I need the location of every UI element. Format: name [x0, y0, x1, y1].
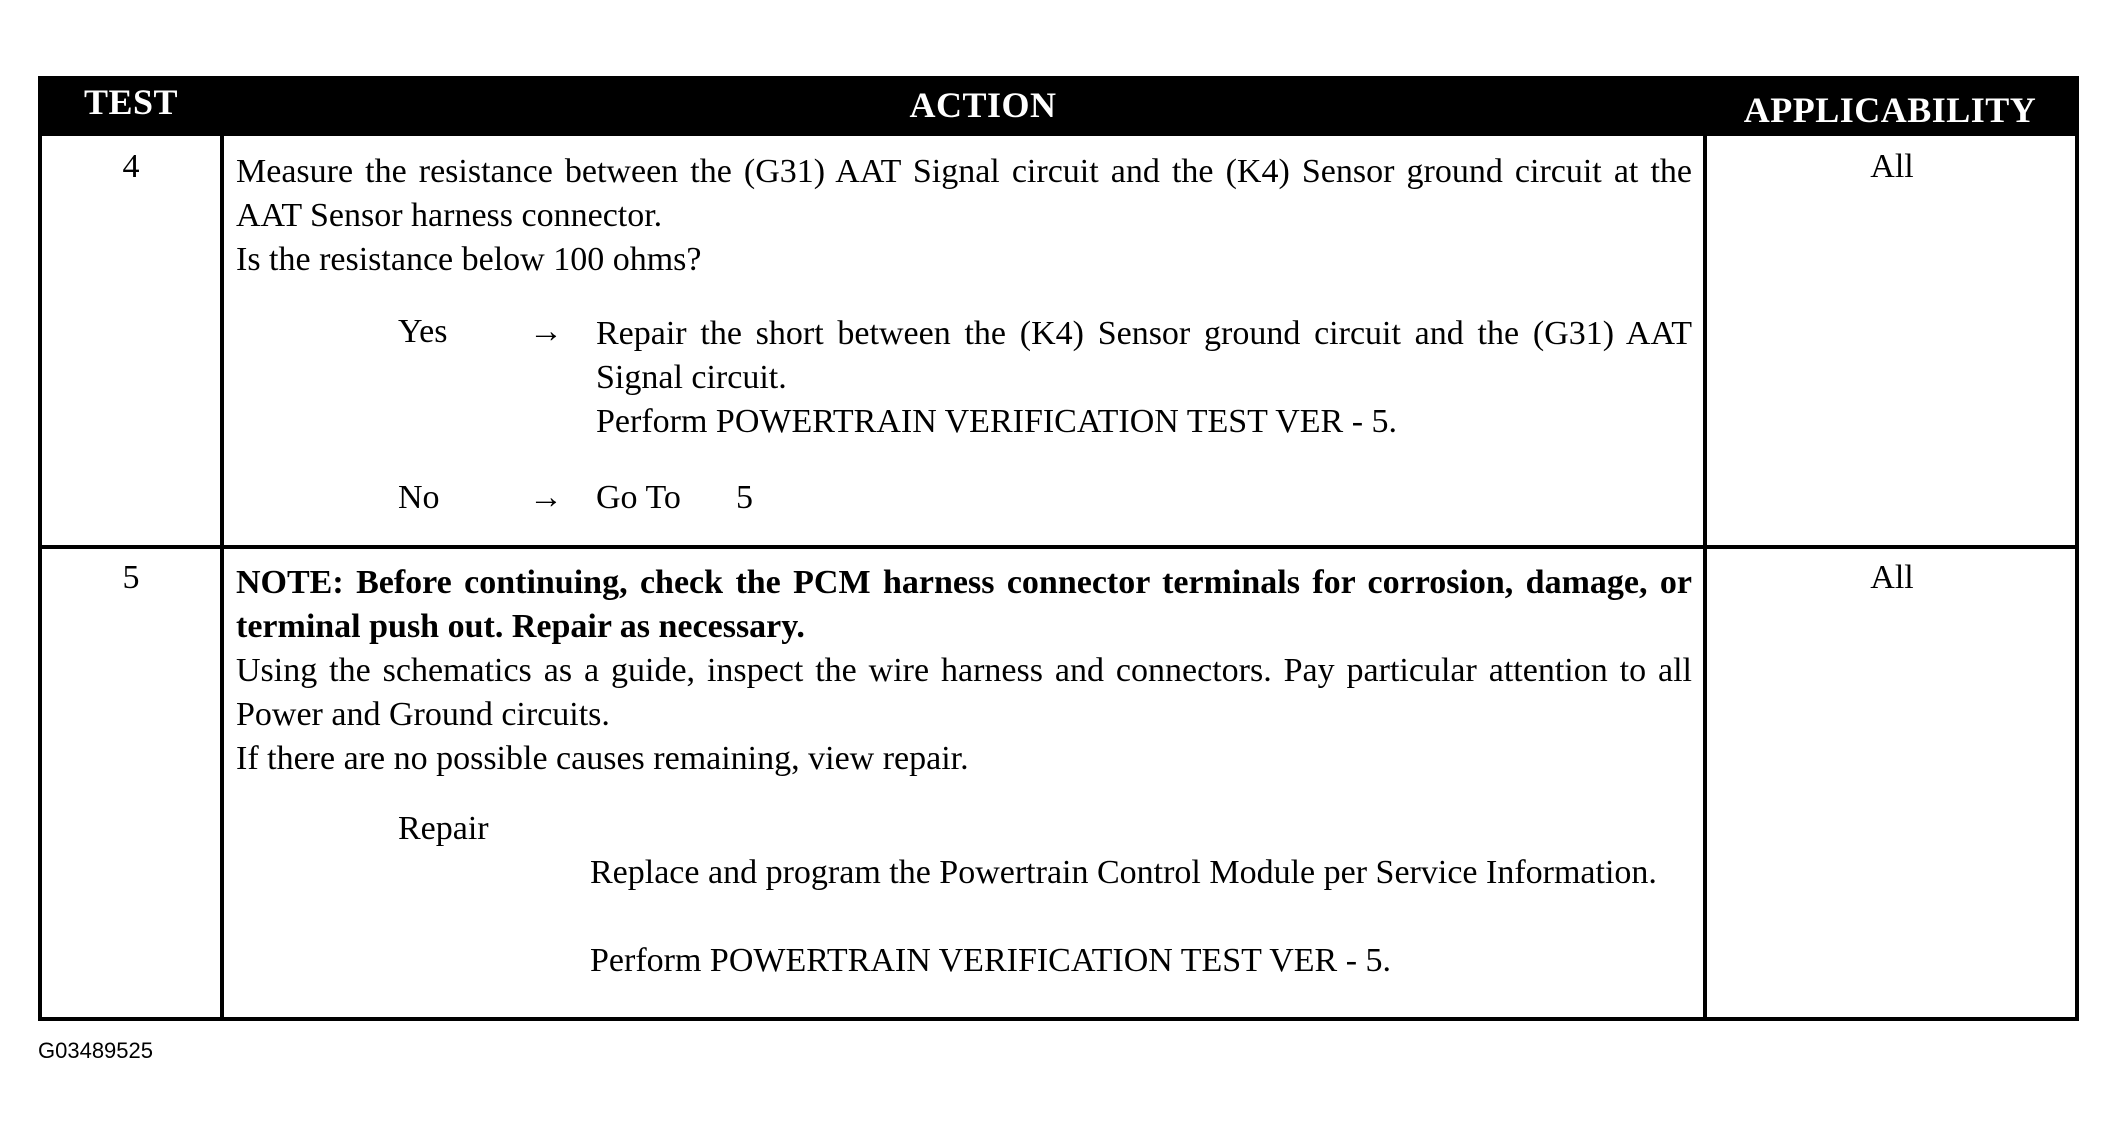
applicability-value: All — [1870, 559, 1914, 596]
diagnostic-table — [38, 76, 2079, 1021]
repair-label: Repair — [398, 810, 489, 847]
header-test: TEST — [83, 82, 179, 122]
action-instruction: Using the schematics as a guide, inspect the wire harness and connectors. Pay particular attention to all Power and Ground circuits. — [236, 652, 1692, 733]
table-row — [42, 136, 2075, 549]
right-arrow-icon: → — [529, 479, 563, 516]
goto-target: 5 — [736, 479, 753, 516]
action-question: Is the resistance below 100 ohms? — [236, 241, 702, 278]
action-cell — [236, 561, 1692, 781]
figure-id: G03489525 — [38, 1038, 153, 1063]
test-number: 5 — [122, 559, 140, 596]
header-action: ACTION — [909, 85, 1057, 125]
no-label: No — [398, 479, 440, 516]
repair-verification-text: Perform POWERTRAIN VERIFICATION TEST VER - 5. — [590, 942, 1392, 979]
table-row — [42, 549, 2075, 1017]
applicability-value: All — [1870, 148, 1914, 185]
yes-verification-text: Perform POWERTRAIN VERIFICATION TEST VER - 5. — [596, 403, 1398, 440]
right-arrow-icon: → — [529, 313, 563, 350]
test-number: 4 — [122, 148, 140, 185]
table-header — [42, 80, 2075, 136]
yes-label: Yes — [398, 313, 448, 350]
goto-text: Go To — [596, 479, 681, 516]
action-cell — [236, 150, 1692, 282]
yes-response-text: Repair the short between the (K4) Sensor ground circuit and the (G31) AAT Signal circuit. — [596, 315, 1692, 396]
header-applicability: APPLICABILITY — [1743, 90, 2037, 130]
note-text: NOTE: Before continuing, check the PCM harness connector terminals for corrosion, damage, or terminal push out. Repair as necessary. — [236, 564, 1692, 645]
action-followup: If there are no possible causes remaining, view repair. — [236, 740, 969, 777]
action-instruction: Measure the resistance between the (G31) AAT Signal circuit and the (K4) Sensor ground circuit at the AAT Sensor harness connector. — [236, 153, 1692, 234]
repair-text: Replace and program the Powertrain Control Module per Service Information. — [590, 854, 1657, 891]
